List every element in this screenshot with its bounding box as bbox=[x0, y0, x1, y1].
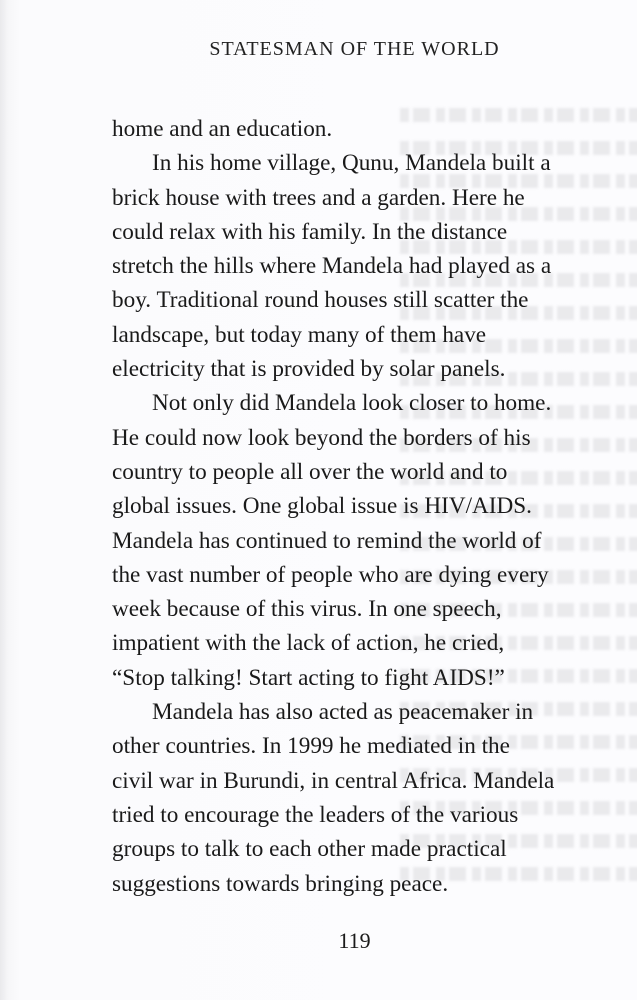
text-line: country to people all over the world and to bbox=[112, 458, 508, 485]
paragraph bbox=[112, 112, 602, 146]
text-line: impatient with the lack of action, he cried, bbox=[112, 630, 505, 657]
text-line: civil war in Burundi, in central Africa. Mandela bbox=[112, 767, 555, 794]
text-line: tried to encourage the leaders of the various bbox=[112, 801, 519, 828]
running-head: STATESMAN OF THE WORLD bbox=[209, 38, 500, 60]
page-number: 119 bbox=[338, 928, 371, 953]
paragraph bbox=[112, 695, 602, 901]
text-line: Mandela has continued to remind the world of bbox=[112, 527, 542, 554]
text-line: In his home village, Qunu, Mandela built a bbox=[152, 150, 551, 177]
text-line: home and an education. bbox=[112, 116, 333, 142]
text-line: week because of this virus. In one speech, bbox=[112, 596, 502, 623]
text-line: other countries. In 1999 he mediated in the bbox=[112, 733, 510, 760]
paragraph bbox=[112, 386, 602, 695]
text-line: Mandela has also acted as peacemaker in bbox=[152, 699, 534, 726]
text-line: stretch the hills where Mandela had played as a bbox=[112, 253, 552, 280]
text-line: could relax with his family. In the distance bbox=[112, 218, 508, 245]
text-line: brick house with trees and a garden. Here he bbox=[112, 184, 525, 211]
body-text bbox=[112, 112, 602, 901]
text-line: groups to talk to each other made practical bbox=[112, 836, 507, 863]
text-line: suggestions towards bringing peace. bbox=[112, 870, 449, 897]
text-line: He could now look beyond the borders of his bbox=[112, 424, 531, 451]
text-line: global issues. One global issue is HIV/AIDS. bbox=[112, 493, 532, 520]
text-line: boy. Traditional round houses still scatter the bbox=[112, 287, 529, 314]
text-line: landscape, but today many of them have bbox=[112, 321, 487, 348]
text-line: electricity that is provided by solar panels. bbox=[112, 356, 506, 383]
text-line: “Stop talking! Start acting to fight AIDS!” bbox=[112, 664, 505, 691]
text-line: Not only did Mandela look closer to home. bbox=[152, 390, 552, 417]
text-line: the vast number of people who are dying every bbox=[112, 561, 549, 588]
paragraph bbox=[112, 146, 602, 386]
